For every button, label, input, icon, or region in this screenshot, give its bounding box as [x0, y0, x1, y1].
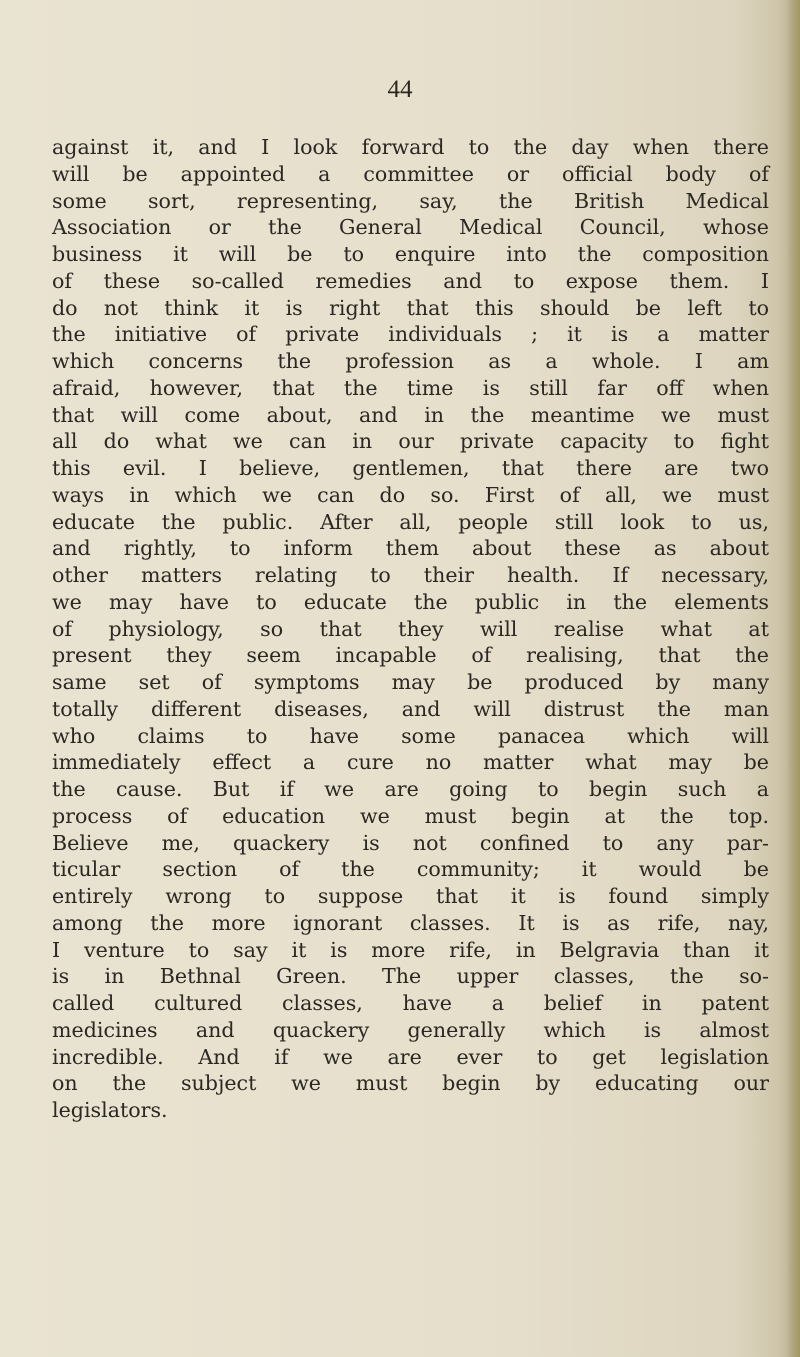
text-line: some sort, representing, say, the British Medical [52, 188, 769, 213]
text-line: that will come about, and in the meantime we must [52, 402, 769, 427]
text-line: ways in which we can do so. First of all, we must [52, 482, 769, 507]
text-line: this evil. I believe, gentlemen, that there are two [52, 456, 769, 480]
text-line: of these so-called remedies and to expose them. I [52, 268, 769, 293]
text-line: I venture to say it is more rife, in Belgravia than it [52, 937, 769, 962]
text-line: is in Bethnal Green. The upper classes, the so- [52, 964, 769, 989]
body-paragraph [52, 134, 769, 1124]
text-line: Believe me, quackery is not confined to any par- [52, 830, 769, 855]
text-line: process of education we must begin at the top. [52, 803, 769, 828]
text-line: all do what we can in our private capacity to fight [52, 429, 769, 454]
text-line: against it, and I look forward to the day when there [52, 135, 769, 159]
text-line: present they seem incapable of realising, that the [52, 643, 769, 668]
text-line: called cultured classes, have a belief in patent [52, 991, 769, 1015]
text-line: will be appointed a committee or official body of [52, 161, 769, 186]
text-line: business it will be to enquire into the composition [52, 242, 769, 266]
text-line: medicines and quackery generally which is almost [52, 1017, 769, 1042]
text-line: ticular section of the community; it would be [52, 857, 769, 882]
text-line: entirely wrong to suppose that it is found simply [52, 884, 769, 908]
text-line: of physiology, so that they will realise what at [52, 616, 769, 641]
text-line: the cause. But if we are going to begin such a [52, 777, 769, 801]
text-line: do not think it is right that this should be left to [52, 295, 769, 320]
page-edge-shadow [786, 0, 800, 1357]
text-line: educate the public. After all, people still look to us, [52, 509, 769, 534]
text-line: we may have to educate the public in the elements [52, 589, 769, 614]
text-line: which concerns the profession as a whole. I am [52, 349, 769, 373]
text-line: on the subject we must begin by educating our [52, 1071, 769, 1096]
text-line: totally different diseases, and will distrust the man [52, 696, 769, 721]
text-line: same set of symptoms may be produced by many [52, 670, 769, 694]
text-line: and rightly, to inform them about these as about [52, 536, 769, 561]
text-line: among the more ignorant classes. It is as rife, nay, [52, 910, 769, 935]
text-line: immediately effect a cure no matter what may be [52, 750, 769, 775]
text-line: who claims to have some panacea which will [52, 723, 769, 748]
text-line: the initiative of private individuals ; it is a matter [52, 322, 769, 347]
text-line: incredible. And if we are ever to get legislation [52, 1044, 769, 1069]
text-line: legislators. [52, 1098, 168, 1122]
text-line: Association or the General Medical Council, whose [52, 215, 769, 240]
text-line: other matters relating to their health. If necessary, [52, 563, 769, 587]
text-line: afraid, however, that the time is still far off when [52, 375, 769, 400]
page-number: 44 [387, 76, 413, 103]
